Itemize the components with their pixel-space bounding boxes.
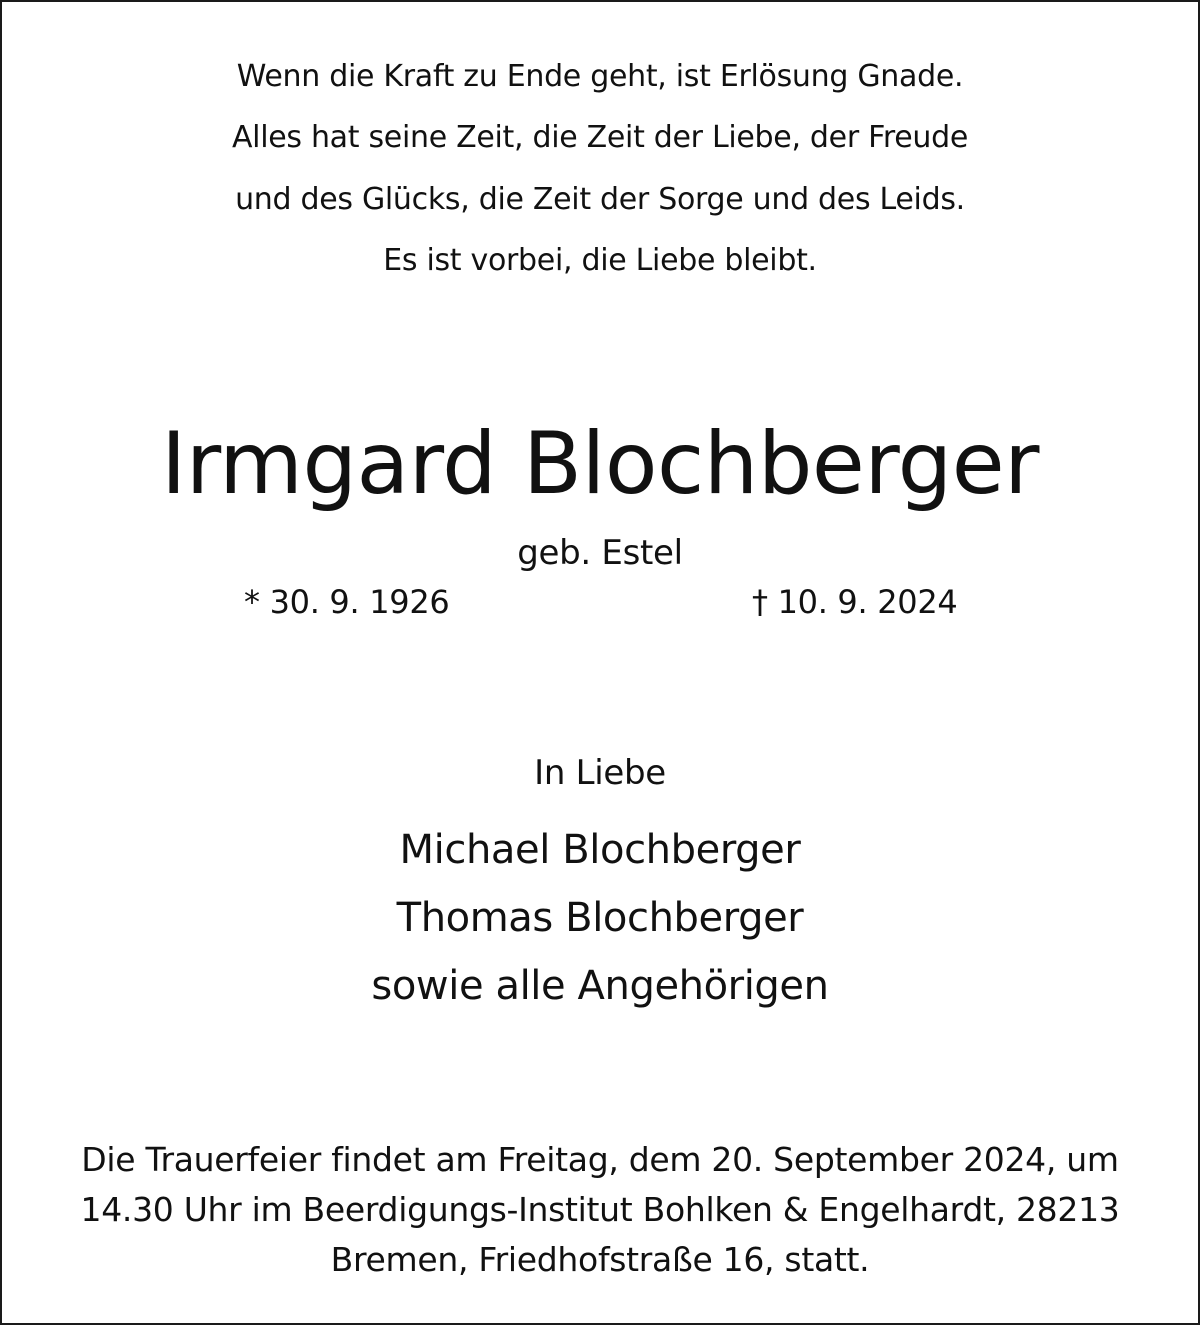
verse-line: Wenn die Kraft zu Ende geht, ist Erlösung Gnade. — [236, 59, 964, 94]
verse-line: und des Glücks, die Zeit der Sorge und des Leids. — [235, 182, 965, 217]
death-date: † 10. 9. 2024 — [752, 583, 958, 621]
maiden-name: geb. Estel — [517, 533, 683, 573]
funeral-notice-line: 14.30 Uhr im Beerdigungs-Institut Bohlken & Engelhardt, 28213 — [80, 1190, 1120, 1229]
deceased-name: Irmgard Blochberger — [160, 414, 1040, 514]
verse-line: Alles hat seine Zeit, die Zeit der Liebe, der Freude — [231, 120, 969, 155]
verse-line: Es ist vorbei, die Liebe bleibt. — [383, 243, 817, 278]
mourner-name: Thomas Blochberger — [396, 895, 804, 941]
mourner-name: Michael Blochberger — [399, 827, 801, 873]
birth-date: * 30. 9. 1926 — [244, 583, 450, 621]
funeral-notice-line: Bremen, Friedhofstraße 16, statt. — [330, 1240, 870, 1279]
funeral-notice-line: Die Trauerfeier findet am Freitag, dem 20. September 2024, um — [81, 1140, 1119, 1179]
mourner-name: sowie alle Angehörigen — [371, 963, 829, 1009]
mourners-intro: In Liebe — [534, 753, 666, 793]
